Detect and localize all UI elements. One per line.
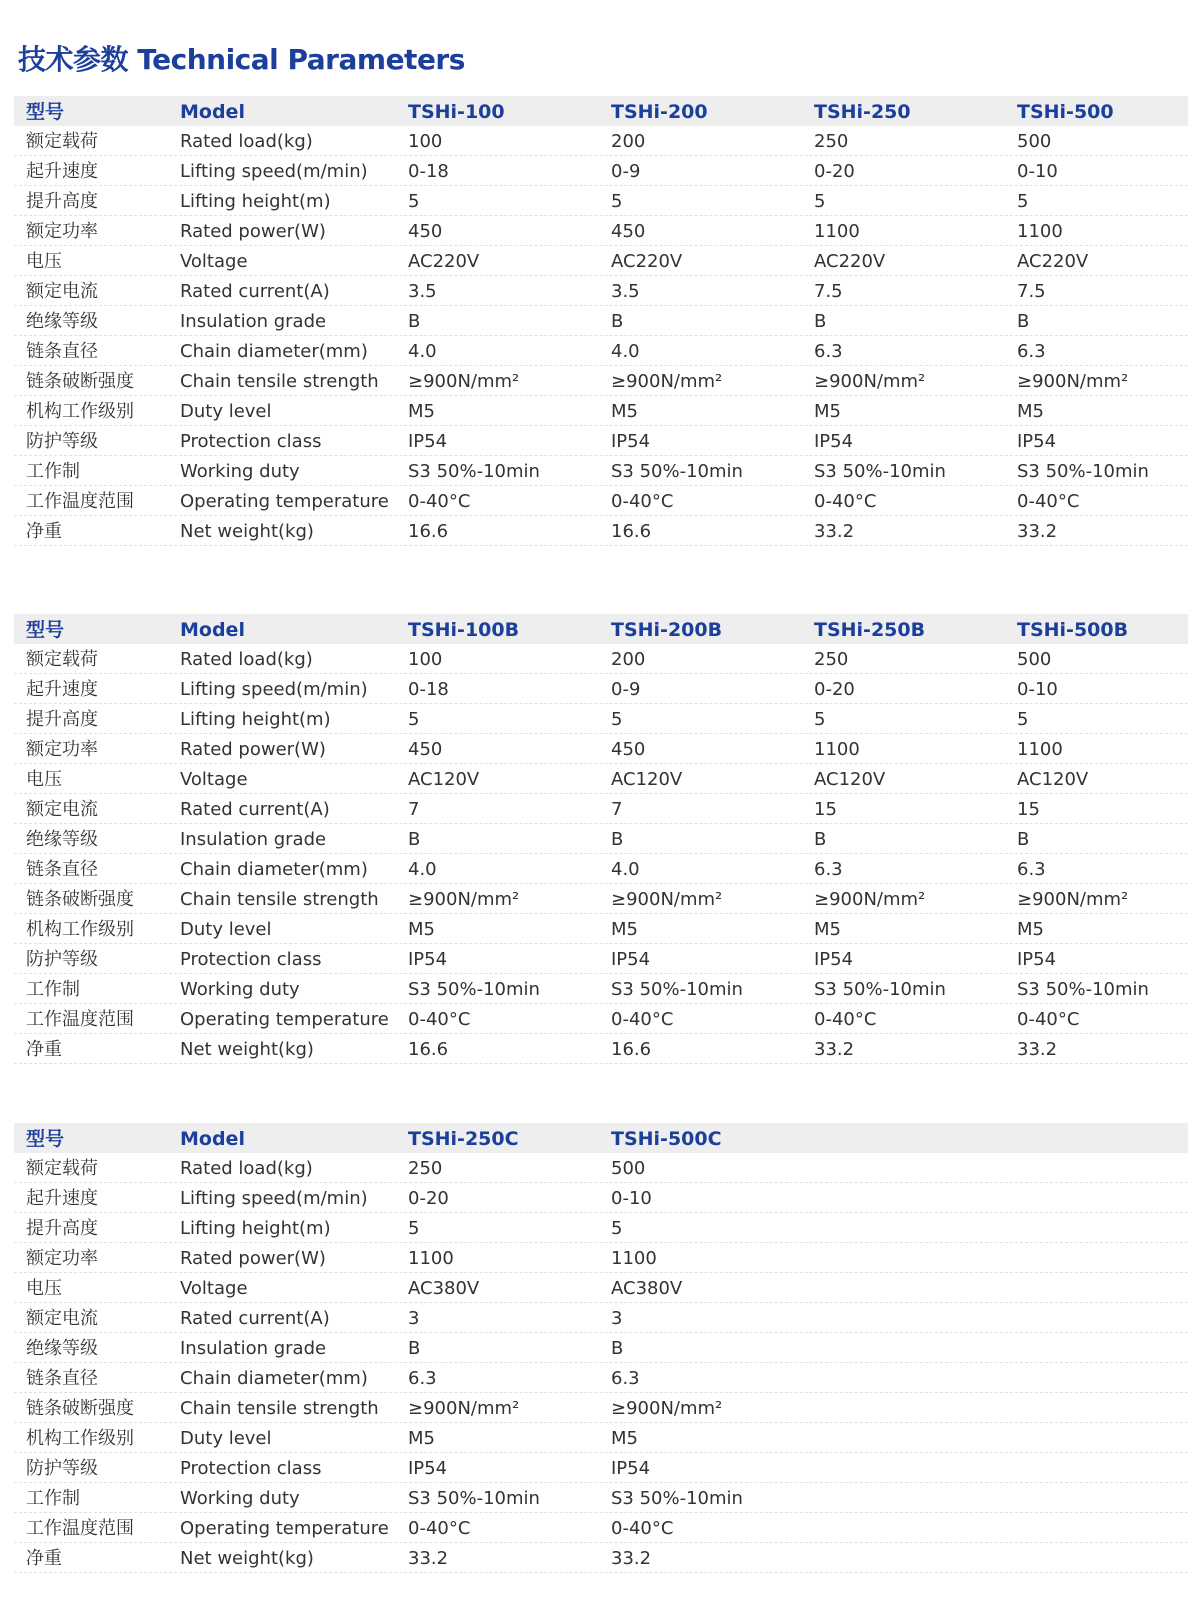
table-row [14, 1363, 1188, 1393]
param-value: M5 [611, 919, 638, 940]
table-row [14, 1543, 1188, 1573]
param-value: B [408, 1338, 421, 1359]
param-name-cn: 净重 [26, 521, 62, 542]
param-name-cn: 工作制 [26, 1488, 80, 1509]
param-value: ≥900N/mm² [611, 1398, 723, 1419]
param-value: 16.6 [408, 1039, 449, 1060]
table-row [14, 794, 1188, 824]
param-value: IP54 [611, 1458, 651, 1479]
param-value: 4.0 [408, 859, 437, 880]
param-name-en: Duty level [180, 919, 272, 940]
table-row [14, 1453, 1188, 1483]
param-value: 100 [408, 649, 443, 670]
table-row [14, 246, 1188, 276]
param-value: B [814, 829, 827, 850]
table-row [14, 1034, 1188, 1064]
table-row [14, 366, 1188, 396]
param-value: AC380V [611, 1278, 683, 1299]
param-name-en: Rated load(kg) [180, 649, 313, 670]
param-value: AC120V [611, 769, 683, 790]
param-name-en: Rated power(W) [180, 1248, 326, 1269]
param-name-en: Rated current(A) [180, 281, 330, 302]
param-name-cn: 起升速度 [26, 679, 98, 700]
table-row [14, 1004, 1188, 1034]
param-value: 5 [408, 1218, 420, 1239]
param-value: 3.5 [611, 281, 640, 302]
param-value: 33.2 [814, 521, 855, 542]
spec-table-b-series [14, 614, 1188, 1064]
table-row [14, 824, 1188, 854]
param-value: ≥900N/mm² [611, 889, 723, 910]
param-value: ≥900N/mm² [1017, 889, 1129, 910]
param-value: 6.3 [611, 1368, 640, 1389]
table-row [14, 914, 1188, 944]
param-name-en: Operating temperature [180, 491, 389, 512]
param-name-cn: 防护等级 [26, 1458, 98, 1479]
spec-table-c-series [14, 1123, 1188, 1573]
param-name-en: Duty level [180, 1428, 272, 1449]
param-value: B [611, 1338, 624, 1359]
param-value: IP54 [408, 949, 448, 970]
param-name-cn: 额定电流 [26, 1308, 98, 1329]
param-name-cn: 工作制 [26, 461, 80, 482]
param-value: B [611, 311, 624, 332]
param-name-cn: 绝缘等级 [26, 1338, 98, 1359]
param-value: 0-10 [1017, 679, 1058, 700]
param-value: 5 [814, 191, 826, 212]
param-name-en: Rated load(kg) [180, 1158, 313, 1179]
param-value: IP54 [1017, 949, 1057, 970]
table-row [14, 704, 1188, 734]
param-value: 0-10 [611, 1188, 652, 1209]
model-name: TSHi-100 [408, 101, 505, 123]
param-value: 0-40°C [611, 491, 674, 512]
param-value: 0-20 [814, 161, 855, 182]
param-name-cn: 链条破断强度 [26, 1398, 134, 1419]
param-value: 1100 [1017, 221, 1063, 242]
param-value: IP54 [611, 949, 651, 970]
table-row [14, 186, 1188, 216]
param-value: IP54 [1017, 431, 1057, 452]
param-value: 250 [814, 131, 849, 152]
table-row [14, 734, 1188, 764]
table-row [14, 516, 1188, 546]
param-name-en: Rated current(A) [180, 1308, 330, 1329]
param-name-en: Chain tensile strength [180, 371, 379, 392]
param-value: 0-40°C [408, 491, 471, 512]
param-name-cn: 绝缘等级 [26, 311, 98, 332]
param-value: 200 [611, 131, 646, 152]
header-label: 型号 [26, 101, 65, 123]
param-value: IP54 [408, 1458, 448, 1479]
table-row [14, 486, 1188, 516]
param-name-en: Rated power(W) [180, 221, 326, 242]
param-value: 0-18 [408, 161, 449, 182]
param-name-cn: 提升高度 [26, 1218, 98, 1239]
param-value: 33.2 [814, 1039, 855, 1060]
param-value: IP54 [408, 431, 448, 452]
param-name-cn: 额定功率 [26, 221, 98, 242]
table-row [14, 126, 1188, 156]
param-value: ≥900N/mm² [1017, 371, 1129, 392]
param-value: M5 [408, 919, 435, 940]
model-name: TSHi-250C [408, 1128, 519, 1150]
param-value: ≥900N/mm² [408, 889, 520, 910]
param-name-en: Chain diameter(mm) [180, 1368, 368, 1389]
param-value: 1100 [611, 1248, 657, 1269]
table-row [14, 306, 1188, 336]
table-row [14, 644, 1188, 674]
param-name-en: Chain tensile strength [180, 889, 379, 910]
param-name-en: Lifting height(m) [180, 1218, 331, 1239]
param-value: M5 [1017, 919, 1044, 940]
param-value: S3 50%-10min [1017, 979, 1149, 1000]
param-name-cn: 额定电流 [26, 799, 98, 820]
header-label: Model [180, 1128, 245, 1150]
param-name-en: Chain tensile strength [180, 1398, 379, 1419]
param-value: 100 [408, 131, 443, 152]
param-name-cn: 工作温度范围 [26, 1518, 134, 1539]
param-name-en: Lifting height(m) [180, 191, 331, 212]
param-name-cn: 额定功率 [26, 739, 98, 760]
param-value: AC120V [814, 769, 886, 790]
param-value: 0-20 [814, 679, 855, 700]
param-value: 16.6 [611, 1039, 652, 1060]
param-value: 5 [611, 191, 623, 212]
spec-table-standard [14, 96, 1188, 546]
param-value: 0-18 [408, 679, 449, 700]
param-value: 5 [814, 709, 826, 730]
param-value: 5 [1017, 191, 1029, 212]
param-value: 33.2 [611, 1548, 652, 1569]
table-row [14, 426, 1188, 456]
param-value: 6.3 [814, 341, 843, 362]
param-value: AC220V [611, 251, 683, 272]
param-value: 450 [611, 221, 646, 242]
param-name-cn: 电压 [26, 1278, 62, 1299]
param-value: AC220V [814, 251, 886, 272]
table-header-row [14, 614, 1188, 644]
table-row [14, 1423, 1188, 1453]
header-label: 型号 [26, 1128, 65, 1150]
param-name-en: Rated current(A) [180, 799, 330, 820]
param-value: ≥900N/mm² [408, 371, 520, 392]
param-name-en: Duty level [180, 401, 272, 422]
param-name-cn: 额定载荷 [26, 131, 98, 152]
param-name-cn: 净重 [26, 1548, 62, 1569]
table-row [14, 336, 1188, 366]
param-value: 33.2 [1017, 1039, 1058, 1060]
param-name-cn: 额定电流 [26, 281, 98, 302]
param-name-cn: 额定功率 [26, 1248, 98, 1269]
param-value: 4.0 [611, 859, 640, 880]
param-value: B [611, 829, 624, 850]
param-value: 4.0 [408, 341, 437, 362]
param-value: 6.3 [814, 859, 843, 880]
param-value: ≥900N/mm² [814, 371, 926, 392]
param-value: 0-20 [408, 1188, 449, 1209]
param-value: 0-40°C [1017, 491, 1080, 512]
param-value: 450 [408, 739, 443, 760]
param-name-cn: 链条直径 [26, 1368, 98, 1389]
table-row [14, 1183, 1188, 1213]
param-value: M5 [408, 1428, 435, 1449]
param-value: 450 [611, 739, 646, 760]
param-name-cn: 机构工作级别 [26, 401, 134, 422]
model-name: TSHi-200 [611, 101, 708, 123]
param-value: 6.3 [1017, 859, 1046, 880]
param-value: S3 50%-10min [408, 979, 540, 1000]
param-value: 250 [408, 1158, 443, 1179]
table-row [14, 1513, 1188, 1543]
param-value: M5 [611, 1428, 638, 1449]
model-name: TSHi-100B [408, 619, 520, 641]
param-value: IP54 [611, 431, 651, 452]
param-value: B [814, 311, 827, 332]
page-title: 技术参数 Technical Parameters [18, 43, 465, 76]
table-row [14, 1303, 1188, 1333]
param-value: 0-40°C [1017, 1009, 1080, 1030]
table-row [14, 276, 1188, 306]
param-value: S3 50%-10min [1017, 461, 1149, 482]
table-row [14, 456, 1188, 486]
param-value: 5 [611, 1218, 623, 1239]
param-value: 0-40°C [408, 1518, 471, 1539]
param-name-en: Chain diameter(mm) [180, 859, 368, 880]
param-value: S3 50%-10min [814, 979, 946, 1000]
param-name-en: Working duty [180, 1488, 300, 1509]
table-row [14, 1393, 1188, 1423]
param-value: M5 [611, 401, 638, 422]
param-value: 5 [611, 709, 623, 730]
param-name-cn: 防护等级 [26, 949, 98, 970]
param-name-en: Protection class [180, 949, 322, 970]
param-value: M5 [814, 401, 841, 422]
param-value: AC220V [1017, 251, 1089, 272]
table-row [14, 974, 1188, 1004]
param-value: 500 [1017, 649, 1052, 670]
param-name-en: Working duty [180, 979, 300, 1000]
param-name-cn: 额定载荷 [26, 1158, 98, 1179]
param-value: 4.0 [611, 341, 640, 362]
param-name-en: Voltage [180, 769, 248, 790]
param-value: AC220V [408, 251, 480, 272]
param-name-en: Net weight(kg) [180, 1548, 314, 1569]
param-value: 1100 [408, 1248, 454, 1269]
param-name-en: Chain diameter(mm) [180, 341, 368, 362]
param-name-cn: 链条破断强度 [26, 371, 134, 392]
param-value: 7 [611, 799, 623, 820]
model-name: TSHi-500C [611, 1128, 722, 1150]
header-label: 型号 [26, 619, 65, 641]
param-value: 1100 [814, 221, 860, 242]
param-value: S3 50%-10min [611, 1488, 743, 1509]
param-value: 3.5 [408, 281, 437, 302]
model-name: TSHi-200B [611, 619, 723, 641]
param-name-cn: 起升速度 [26, 161, 98, 182]
param-value: 0-40°C [611, 1009, 674, 1030]
param-value: AC380V [408, 1278, 480, 1299]
param-name-cn: 工作制 [26, 979, 80, 1000]
param-value: 250 [814, 649, 849, 670]
param-name-cn: 链条直径 [26, 859, 98, 880]
table-header-row [14, 96, 1188, 126]
param-name-en: Lifting speed(m/min) [180, 1188, 368, 1209]
param-name-en: Lifting speed(m/min) [180, 161, 368, 182]
param-value: 0-40°C [814, 491, 877, 512]
table-row [14, 1273, 1188, 1303]
param-name-en: Operating temperature [180, 1518, 389, 1539]
param-value: 1100 [814, 739, 860, 760]
param-name-en: Insulation grade [180, 829, 327, 850]
param-value: S3 50%-10min [611, 979, 743, 1000]
param-name-cn: 绝缘等级 [26, 829, 98, 850]
table-row [14, 944, 1188, 974]
param-value: 1100 [1017, 739, 1063, 760]
param-name-en: Rated power(W) [180, 739, 326, 760]
param-name-cn: 机构工作级别 [26, 1428, 134, 1449]
table-row [14, 1483, 1188, 1513]
param-name-en: Net weight(kg) [180, 1039, 314, 1060]
param-value: 0-9 [611, 679, 641, 700]
param-name-en: Voltage [180, 251, 248, 272]
param-value: 3 [611, 1308, 623, 1329]
param-value: 500 [1017, 131, 1052, 152]
table-row [14, 1213, 1188, 1243]
param-name-en: Working duty [180, 461, 300, 482]
param-value: 15 [814, 799, 837, 820]
param-value: 0-9 [611, 161, 641, 182]
param-name-cn: 净重 [26, 1039, 62, 1060]
param-name-cn: 电压 [26, 251, 62, 272]
table-row [14, 156, 1188, 186]
param-value: 33.2 [408, 1548, 449, 1569]
param-value: AC120V [1017, 769, 1089, 790]
param-value: M5 [408, 401, 435, 422]
param-name-cn: 工作温度范围 [26, 491, 134, 512]
param-value: 16.6 [611, 521, 652, 542]
param-value: S3 50%-10min [814, 461, 946, 482]
param-value: 5 [408, 709, 420, 730]
table-row [14, 216, 1188, 246]
param-name-en: Lifting height(m) [180, 709, 331, 730]
param-name-en: Insulation grade [180, 311, 327, 332]
table-row [14, 884, 1188, 914]
param-value: M5 [1017, 401, 1044, 422]
param-value: AC120V [408, 769, 480, 790]
model-name: TSHi-250 [814, 101, 911, 123]
param-name-en: Protection class [180, 431, 322, 452]
table-row [14, 1153, 1188, 1183]
param-name-cn: 提升高度 [26, 191, 98, 212]
param-name-en: Voltage [180, 1278, 248, 1299]
param-name-cn: 额定载荷 [26, 649, 98, 670]
param-value: IP54 [814, 431, 854, 452]
param-name-en: Net weight(kg) [180, 521, 314, 542]
param-value: 3 [408, 1308, 420, 1329]
table-row [14, 854, 1188, 884]
table-row [14, 674, 1188, 704]
table-row [14, 396, 1188, 426]
param-name-cn: 链条破断强度 [26, 889, 134, 910]
param-name-en: Rated load(kg) [180, 131, 313, 152]
table-header-row [14, 1123, 1188, 1153]
param-value: 0-40°C [408, 1009, 471, 1030]
param-name-cn: 工作温度范围 [26, 1009, 134, 1030]
param-value: 0-40°C [814, 1009, 877, 1030]
param-value: IP54 [814, 949, 854, 970]
param-value: 5 [408, 191, 420, 212]
param-name-en: Protection class [180, 1458, 322, 1479]
param-value: B [1017, 829, 1030, 850]
param-value: B [408, 311, 421, 332]
param-value: 450 [408, 221, 443, 242]
header-label: Model [180, 101, 245, 123]
param-name-en: Insulation grade [180, 1338, 327, 1359]
table-row [14, 1333, 1188, 1363]
param-value: 0-10 [1017, 161, 1058, 182]
table-row [14, 764, 1188, 794]
param-value: S3 50%-10min [408, 1488, 540, 1509]
param-name-cn: 链条直径 [26, 341, 98, 362]
param-value: 200 [611, 649, 646, 670]
param-value: M5 [814, 919, 841, 940]
param-value: ≥900N/mm² [611, 371, 723, 392]
param-value: 5 [1017, 709, 1029, 730]
param-value: ≥900N/mm² [814, 889, 926, 910]
param-value: 33.2 [1017, 521, 1058, 542]
param-value: B [1017, 311, 1030, 332]
param-value: 0-40°C [611, 1518, 674, 1539]
param-value: ≥900N/mm² [408, 1398, 520, 1419]
header-label: Model [180, 619, 245, 641]
param-value: 15 [1017, 799, 1040, 820]
model-name: TSHi-250B [814, 619, 926, 641]
model-name: TSHi-500 [1017, 101, 1114, 123]
param-value: 500 [611, 1158, 646, 1179]
param-name-en: Lifting speed(m/min) [180, 679, 368, 700]
model-name: TSHi-500B [1017, 619, 1129, 641]
param-value: 6.3 [408, 1368, 437, 1389]
param-name-cn: 防护等级 [26, 431, 98, 452]
param-name-cn: 起升速度 [26, 1188, 98, 1209]
param-value: S3 50%-10min [408, 461, 540, 482]
param-name-cn: 提升高度 [26, 709, 98, 730]
param-name-cn: 电压 [26, 769, 62, 790]
param-value: 6.3 [1017, 341, 1046, 362]
param-value: B [408, 829, 421, 850]
param-value: 7 [408, 799, 420, 820]
param-name-en: Operating temperature [180, 1009, 389, 1030]
param-value: S3 50%-10min [611, 461, 743, 482]
table-row [14, 1243, 1188, 1273]
param-value: 7.5 [1017, 281, 1046, 302]
param-name-cn: 机构工作级别 [26, 919, 134, 940]
param-value: 16.6 [408, 521, 449, 542]
param-value: 7.5 [814, 281, 843, 302]
